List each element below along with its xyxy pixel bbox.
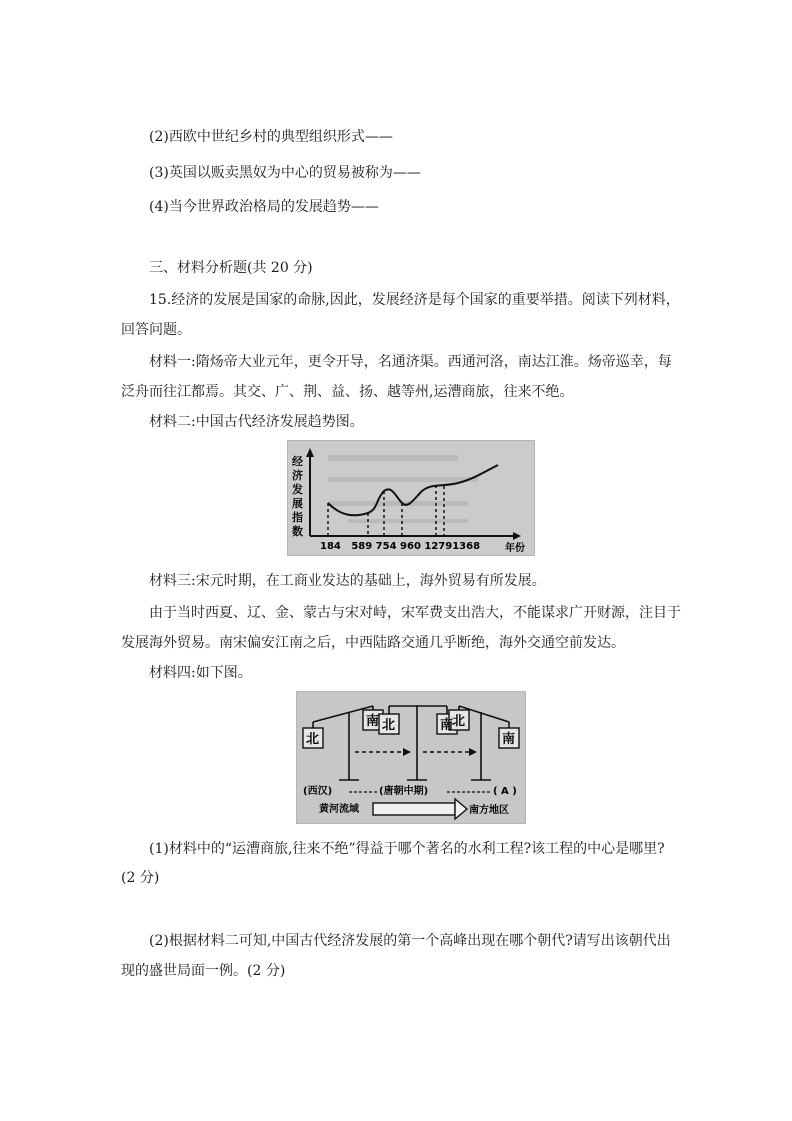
label-nanfang: 南方地区 bbox=[469, 805, 509, 816]
y-label-char-3: 发 bbox=[292, 483, 303, 496]
q15-intro-line1: 15.经济的发展是国家的命脉,因此，发展经济是每个国家的重要举措。阅读下列材料， bbox=[149, 292, 680, 308]
box-bei-3: 北 bbox=[452, 714, 466, 729]
label-huanghe: 黄河流域 bbox=[319, 804, 359, 815]
y-label-char-1: 经 bbox=[292, 455, 303, 468]
box-nan-1: 南 bbox=[366, 714, 380, 729]
box-nan-2: 南 bbox=[440, 718, 454, 733]
sub-question-2-line2: 现的盛世局面一例。(2 分) bbox=[121, 963, 286, 979]
label-xihan: (西汉) bbox=[303, 786, 333, 797]
y-label-char-5: 指 bbox=[292, 511, 303, 524]
question-4: (4)当今世界政治格局的发展趋势—— bbox=[149, 199, 379, 215]
question-3: (3)英国以贩卖黑奴为中心的贸易被称为—— bbox=[149, 165, 421, 181]
material3-line2: 发展海外贸易。南宋偏安江南之后，中西陆路交通几乎断绝，海外交通空前发达。 bbox=[121, 635, 625, 651]
sub-question-1-line2: (2 分) bbox=[121, 870, 160, 886]
question-2: (2)西欧中世纪乡村的典型组织形式—— bbox=[149, 129, 393, 145]
economic-center-diagram bbox=[296, 691, 526, 824]
section-title: 三、材料分析题(共 20 分) bbox=[149, 260, 313, 276]
box-nan-3: 南 bbox=[502, 732, 516, 747]
sub-question-1-line1: (1)材料中的“运漕商旅,往来不绝”得益于哪个著名的水利工程?该工程的中心是哪里? bbox=[149, 841, 665, 857]
q15-intro-line2: 回答问题。 bbox=[121, 322, 191, 338]
x-axis-label: 年份 bbox=[505, 543, 525, 554]
material1-line1: 材料一:隋炀帝大业元年，更令开导，名通济渠。西通河洛，南达江淮。炀帝巡幸，每 bbox=[149, 354, 672, 370]
economic-trend-figure bbox=[287, 440, 535, 556]
box-bei-2: 北 bbox=[382, 718, 396, 733]
material3-line1: 由于当时西夏、辽、金、蒙古与宋对峙，宋军费支出浩大，不能谋求广开财源，注目于 bbox=[149, 605, 681, 621]
material2-caption: 材料二:中国古代经济发展趋势图。 bbox=[149, 414, 364, 430]
material3-caption: 材料三:宋元时期，在工商业发达的基础上，海外贸易有所发展。 bbox=[149, 573, 546, 589]
x-tick-labels: 184 589 754 960 12791368 bbox=[320, 541, 481, 552]
economic-trend-chart bbox=[288, 441, 534, 555]
box-bei-1: 北 bbox=[306, 732, 320, 747]
y-label-char-6: 数 bbox=[292, 525, 303, 538]
material1-line2: 泛舟而往江都焉。其交、广、荆、益、扬、越等州,运漕商旅，往来不绝。 bbox=[121, 384, 574, 400]
economic-center-diagram-svg bbox=[297, 692, 525, 823]
y-label-char-4: 展 bbox=[292, 497, 303, 510]
label-tang: (唐朝中期) bbox=[379, 786, 429, 797]
y-label-char-2: 济 bbox=[292, 469, 303, 482]
sub-question-2-line1: (2)根据材料二可知,中国古代经济发展的第一个高峰出现在哪个朝代?请写出该朝代出 bbox=[149, 933, 671, 949]
label-a: ( A ) bbox=[493, 786, 517, 797]
material4-caption: 材料四:如下图。 bbox=[149, 665, 252, 681]
